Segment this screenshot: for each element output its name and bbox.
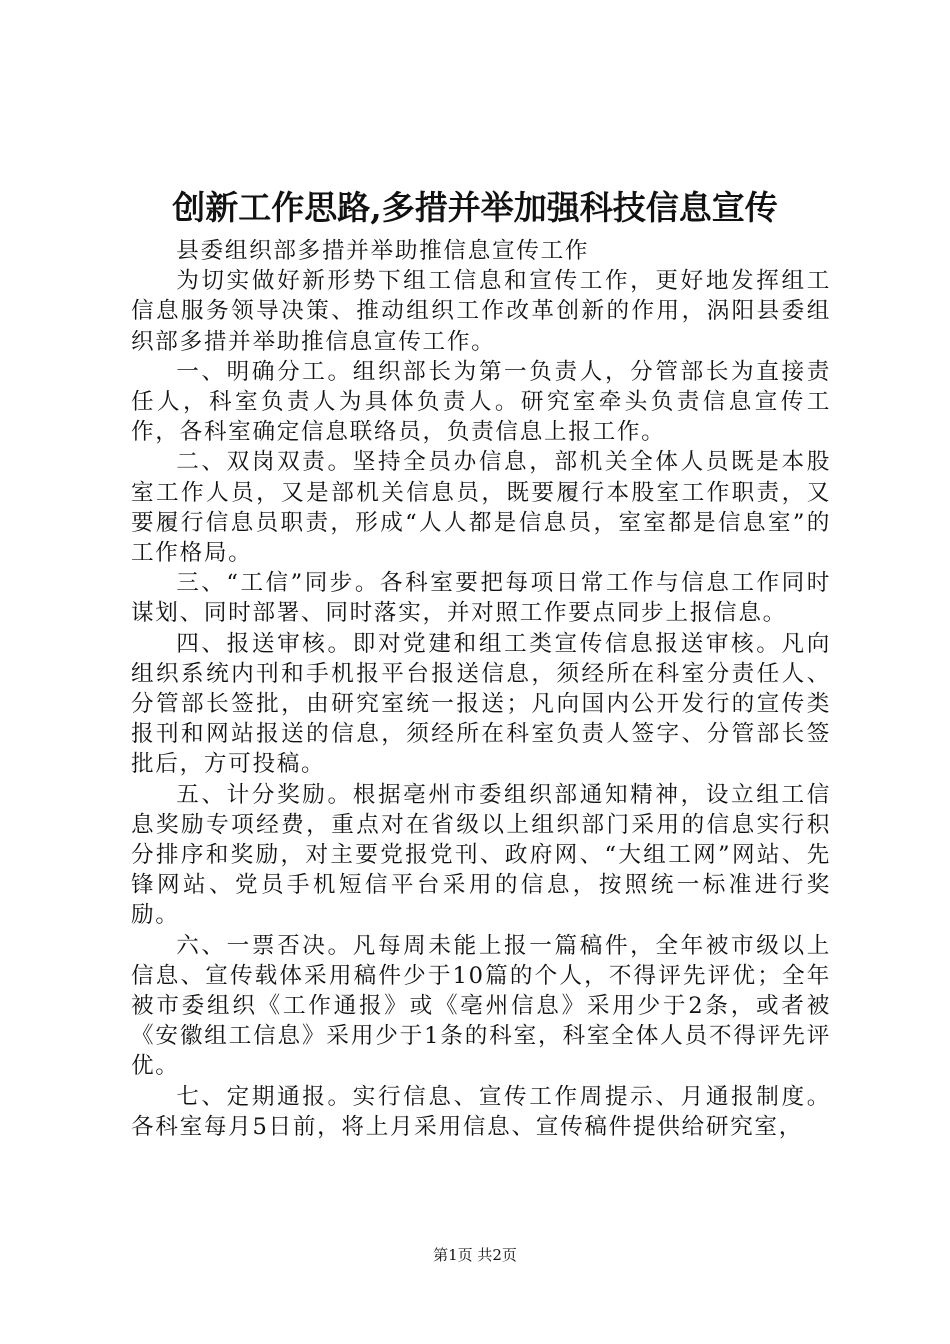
section-paragraph-4: 四、报送审核。即对党建和组工类宣传信息报送审核。凡向组织系统内刊和手机报平台报送信息，须经所在科室分责任人、分管部长签批，由研究室统一报送；凡向国内公开发行的宣传类报刊和网站报送的信息，须经所在科室负责人签字、分管部长签批后，方可投稿。	[131, 630, 831, 778]
subtitle-paragraph: 县委组织部多措并举助推信息宣传工作	[176, 238, 590, 264]
intro-paragraph: 为切实做好新形势下组工信息和宣传工作，更好地发挥组工信息服务领导决策、推动组织工作改革创新的作用，涡阳县委组织部多措并举助推信息宣传工作。	[131, 268, 831, 355]
section-paragraph-3: 三、“工信”同步。各科室要把每项日常工作与信息工作同时谋划、同时部署、同时落实，并对照工作要点同步上报信息。	[131, 570, 831, 627]
section-paragraph-1: 一、明确分工。组织部长为第一负责人，分管部长为直接责任人，科室负责人为具体负责人。研究室牵头负责信息宣传工作，各科室确定信息联络员，负责信息上报工作。	[131, 358, 831, 446]
section-paragraph-2: 二、双岗双责。坚持全员办信息，部机关全体人员既是本股室工作人员，又是部机关信息员，既要履行本股室工作职责，又要履行信息员职责，形成“人人都是信息员，室室都是信息室”的工作格局。	[131, 449, 831, 567]
document-body	[131, 236, 831, 1142]
section-paragraph-5: 五、计分奖励。根据亳州市委组织部通知精神，设立组工信息奖励专项经费，重点对在省级以上组织部门采用的信息实行积分排序和奖励，对主要党报党刊、政府网、“大组工网”网站、先锋网站、党员手机短信平台采用的信息，按照统一标准进行奖励。	[131, 781, 831, 929]
page-footer: 第1页 共2页	[433, 1246, 517, 1264]
document-title: 创新工作思路,多措并举加强科技信息宣传	[172, 188, 778, 227]
section-paragraph-7: 七、定期通报。实行信息、宣传工作周提示、月通报制度。各科室每月5日前，将上月采用信息、宣传稿件提供给研究室，	[131, 1083, 831, 1140]
section-paragraph-6: 六、一票否决。凡每周未能上报一篇稿件，全年被市级以上信息、宣传载体采用稿件少于10篇的个人，不得评先评优；全年被市委组织《工作通报》或《亳州信息》采用少于2条，或者被《安徽组工信息》采用少于1条的科室，科室全体人员不得评先评优。	[131, 932, 831, 1080]
